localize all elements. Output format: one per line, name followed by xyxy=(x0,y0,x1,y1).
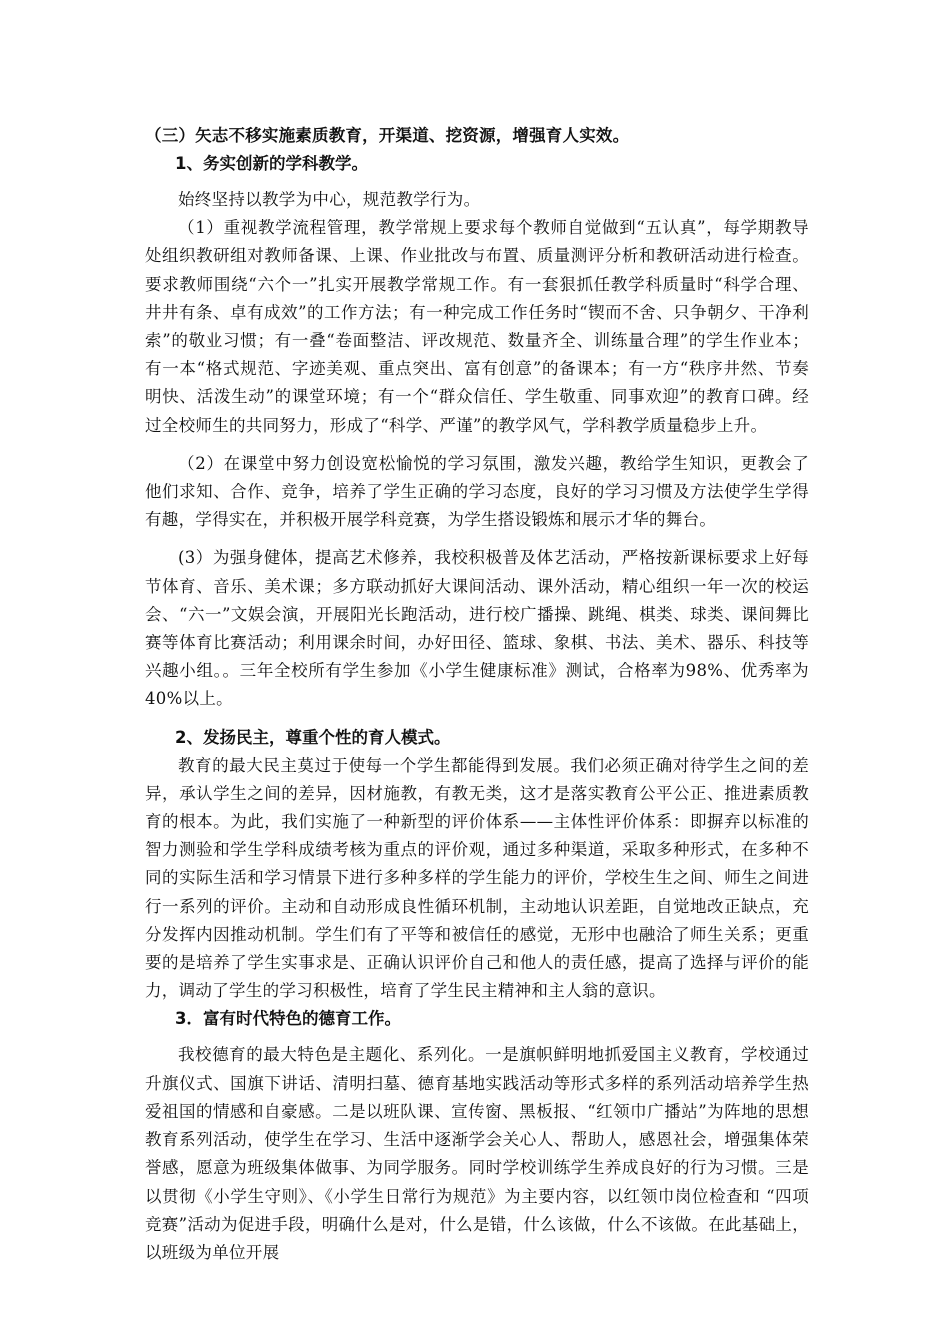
subsection-title-1: 1、务实创新的学科教学。 xyxy=(175,154,368,173)
subsection-title-2: 2、发扬民主，尊重个性的育人模式。 xyxy=(175,727,451,747)
paragraph-1-1: （1）重视教学流程管理，教学常规上要求每个教师自觉做到“五认真”，每学期教导处组织教研组对教师备课、上课、作业批改与布置、质量测评分析和教研活动进行检查。要求教师围绕“六个一”扎实开展教学常规工作。有一套狠抓任教学科质量时“科学合理、井井有条、卓有成效”的工作方法；有一种完成工作任务时“锲而不舍、只争朝夕、干净利索”的敬业习惯；有一叠“卷面整洁、评改规范、数量齐全、训练量合理”的学生作业本；有一本“格式规范、字迹美观、重点突出、富有创意”的备课本；有一方“秩序井然、节奏明快、活泼生动”的课堂环境；有一个“群众信任、学生敬重、同事欢迎”的教育口碑。经过全校师生的共同努力，形成了“科学、严谨”的教学风气，学科教学质量稳步上升。 xyxy=(145,218,809,435)
paragraph-1-2: （2）在课堂中努力创设宽松愉悦的学习氛围，激发兴趣，教给学生知识，更教会了他们求知、合作、竞争，培养了学生正确的学习态度，良好的学习习惯及方法使学生学得有趣，学得实在，并积极开展学科竞赛，为学生搭设锻炼和展示才华的舞台。 xyxy=(145,453,809,530)
paragraph-intro: 始终坚持以教学为中心，规范教学行为。 xyxy=(178,190,481,209)
paragraph-1-3: (3）为强身健体，提高艺术修养，我校积极普及体艺活动，严格按新课标要求上好每节体育、音乐、美术课；多方联动抓好大课间活动、课外活动，精心组织一年一次的校运会、“六一”文娱会演，开展阳光长跑活动，进行校广播操、跳绳、棋类、球类、课间舞比赛等体育比赛活动；利用课余时间，办好田径、篮球、象棋、书法、美术、器乐、科技等兴趣小组。。三年全校所有学生参加《小学生健康标准》测试，合格率为98%、优秀率为40%以上。 xyxy=(145,548,809,709)
paragraph-3-1: 我校德育的最大特色是主题化、系列化。一是旗帜鲜明地抓爱国主义教育，学校通过升旗仪式、国旗下讲话、清明扫墓、德育基地实践活动等形式多样的系列活动培养学生热爱祖国的情感和自豪感。二是以班队课、宣传窗、黑板报、“红领巾广播站”为阵地的思想教育系列活动，使学生在学习、生活中逐渐学会关心人、帮助人，感恩社会，增强集体荣誉感，愿意为班级集体做事、为同学服务。同时学校训练学生养成良好的行为习惯。三是以贯彻《小学生守则》、《小学生日常行为规范》为主要内容，以红领巾岗位检查和 “四项竞赛”活动为促进手段，明确什么是对，什么是错，什么该做，什么不该做。在此基础上，以班级为单位开展 xyxy=(145,1045,809,1262)
paragraph-2-1: 教育的最大民主莫过于使每一个学生都能得到发展。我们必须正确对待学生之间的差异，承认学生之间的差异，因材施教，有教无类，这才是落实教育公平公正、推进素质教育的根本。为此，我们实施了一种新型的评价体系——主体性评价体系：即摒弃以标准的智力测验和学生学科成绩考核为重点的评价观，通过多种渠道，采取多种形式，在多种不同的实际生活和学习情景下进行多种多样的学生能力的评价，学校生生之间、师生之间进行一系列的评价。主动和自动形成良性循环机制，主动地认识差距，自觉地改正缺点，充分发挥内因推动机制。学生们有了平等和被信任的感觉，无形中也融洽了师生关系；更重要的是培养了学生实事求是、正确认识评价自己和他人的责任感，提高了选择与评价的能力，调动了学生的学习积极性，培育了学生民主精神和主人翁的意识。 xyxy=(145,755,809,1001)
document-body xyxy=(145,122,809,1267)
subsection-title-3: 3．富有时代特色的德育工作。 xyxy=(175,1009,401,1029)
section-title: （三）矢志不移实施素质教育，开渠道、挖资源，增强育人实效。 xyxy=(145,126,630,145)
